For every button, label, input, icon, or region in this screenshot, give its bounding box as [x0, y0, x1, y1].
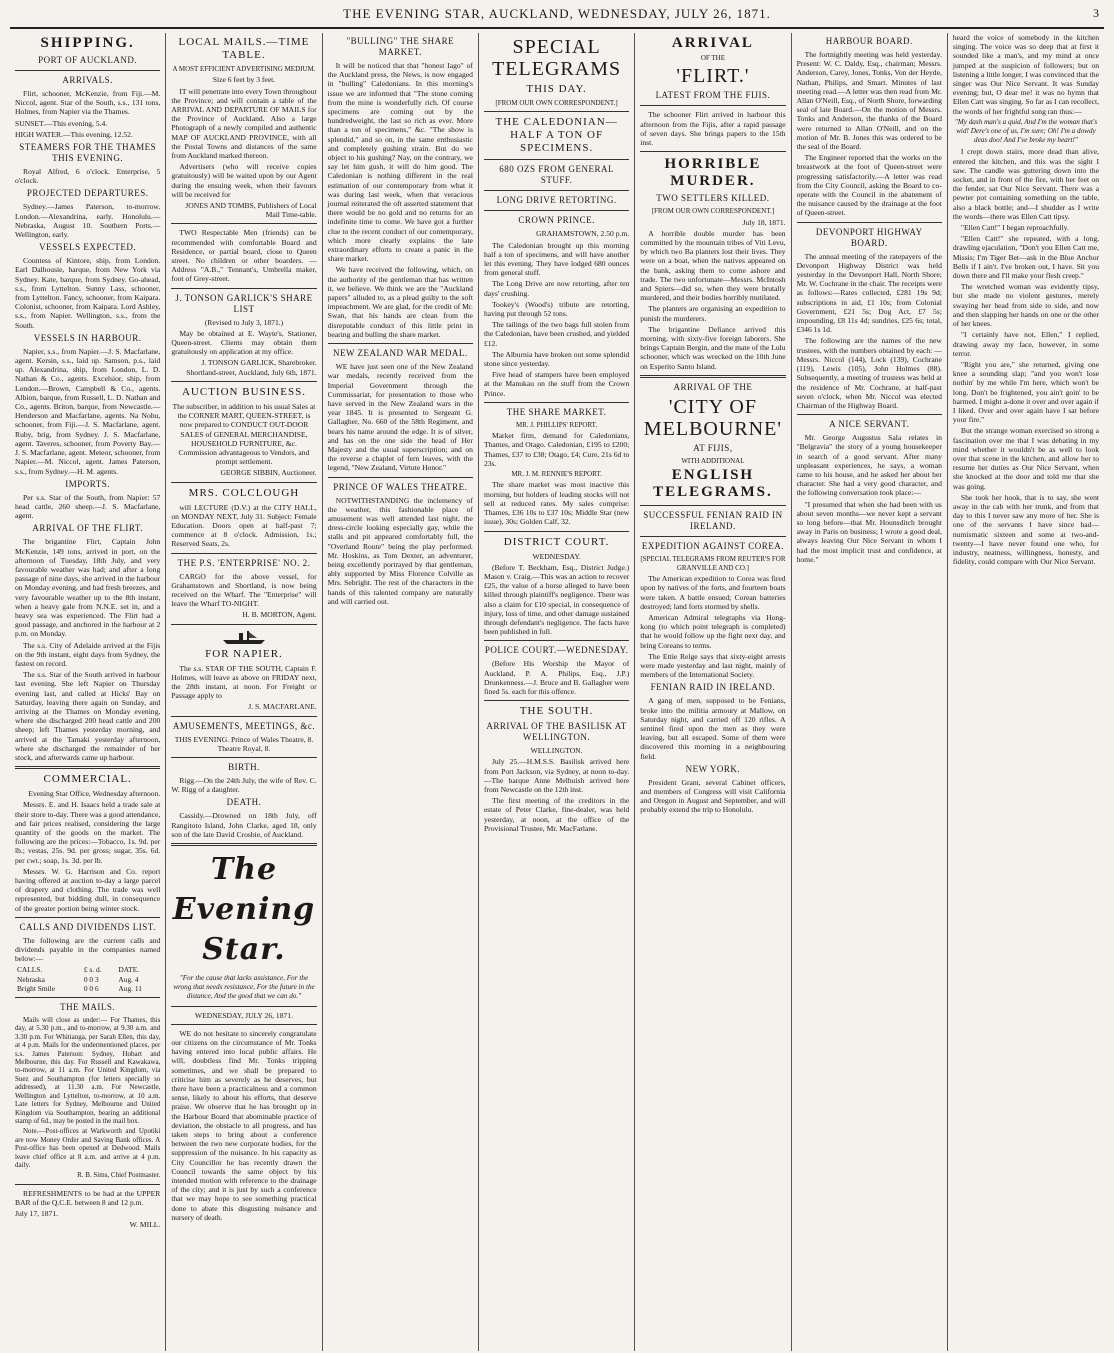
- birth-text: Rigg.—On the 24th July, the wife of Rev. C. W. Rigg of a daughter.: [171, 775, 317, 795]
- calls-col-amount: £ s. d.: [83, 965, 102, 975]
- murder-sub: TWO SETTLERS KILLED.: [656, 193, 770, 204]
- mails-text: Mails will close as under:— For Thames, this day, at 5.30 p.m., and to-morrow, at 9.30 a.m. and 3.30 p.m. For Whitianga, per Sarah Ellen, this day, at 4 p.m. Mails for the undermentioned places, per s.s. James Paterson: Sydney, Hobart and Melbourne, this day. For Russell and Kawakawa, to-morrow, at 11 a.m. For United Kingdom, via Suez and Southampton (for letters specially so addressed), at 11.30 a.m. For Newcastle, Wellington and Lyttelton, to-morrow, at 10 a.m. Late letters for Sydney, Melbourne and United Kingdom via Southampton, bearing an additional stamp of 6d., may be posted in the mail box.: [15, 1016, 161, 1125]
- telegram-text-4: The tailings of the two bags full stolen from the Caledonian, have been crushed, and yielded £12.: [483, 320, 630, 348]
- calls-cell: Bright Smile: [17, 983, 55, 993]
- new-york-text: President Grant, several Cabinet officers, and members of Congress will visit California and Oregon in August and September, and will probably extend the trip to Honolulu.: [640, 777, 786, 815]
- enterprise-text: CARGO for the above vessel, for Grahamstown and Shortland, is now being received on the Wharf. The "Enterprise" will leave the Wharf TO-NIGHT.: [171, 571, 317, 609]
- police-court-heading: POLICE COURT.—WEDNESDAY.: [484, 645, 629, 656]
- commercial-text-2: Messrs. W. G. Harrison and Co. report having offered at auction to-day a large parcel of drapery and clothing. The trade was well represented, but bidding dull, in consequence of the greater portion being winter stock.: [15, 866, 161, 913]
- city-at: AT FIJIS,: [693, 442, 733, 453]
- garlick-sub: (Revised to July 3, 1871.): [204, 317, 284, 327]
- arrival-text: The schooner Flirt arrived in harbour this afternoon from the Fijis, after a rapid passage of seven days. She brings papers to the 15th inst.: [640, 110, 786, 148]
- city-arrival-heading: ARRIVAL OF THE: [673, 381, 753, 392]
- murder-text-2: The planters are organising an expedition to punish the murderers.: [640, 304, 786, 323]
- story-text-4: "Ellen Catt!" she repeated, with a long, drawling ejaculation, "Don't you Ellen Catt me, Missis; I'm Tiger Bet—ask in the Blue Anchor Bells if I ain't. I've broken out, I have. Sit you down there and I'll make your flesh creep.": [952, 234, 1100, 281]
- motto-verse: "For the cause that lacks assistance, For the wrong that needs resistance, For the future in the distance, And the good that we can do.": [173, 973, 315, 1001]
- english-telegrams-heading: ENGLISH TELEGRAMS.: [653, 467, 773, 501]
- death-heading: DEATH.: [226, 797, 262, 808]
- napier-heading: FOR NAPIER.: [205, 647, 283, 660]
- mails-heading: THE MAILS.: [60, 1002, 116, 1013]
- garlick-text: May be obtained at E. Wayte's, Stationer, Queen-street. Clients may obtain them gratuitously on application at my office.: [171, 328, 317, 357]
- devonport-text: The annual meeting of the ratepayers of the Devonport Highway District was held yesterday in the Devonport Hall, North Shore; Mr. W. Cochrane in the chair. The receipts were as follows:—Rates collected, £281 19s 9d; subscriptions in aid, £1 10s; from Colonial Government, £21 5s; Dog Act, £7 5s; impounding, £8 11s 4d; sundries, £25 6s; total, £346 1s 1d.: [796, 251, 942, 335]
- telegram-text-2: The Long Drive are now retorting, after ten days' crushing.: [483, 279, 630, 298]
- english-text-2: American Admiral telegraphs via Hong-kong (to which point telegraph is completed) that he would follow up the fight next day, and bring Coreans to terms.: [640, 612, 786, 650]
- auction-text: The subscriber, in addition to his usual Sales at the CORNER MART, QUEEN-STREET, is now prepared to CONDUCT OUT-DOOR SALES of GENERAL MERCHANDISE, HOUSEHOLD FURNITURE, &c. Commission advantageous to Vendors, and prompt settlement.: [172, 401, 316, 467]
- columns: [10, 33, 1104, 1351]
- city-with: WITH ADDITIONAL: [681, 456, 745, 465]
- nice-servant-text-2: "I presumed that when she had been with us about seven months—we never kept a servant so long before—that Mr. Hounsditch brought away in Paris on business; I wrote a good deal, always leaving Our Nice Servant in whom I had the most implicit trust and confidence, at home.": [796, 499, 942, 564]
- amusements-heading: AMUSEMENTS, MEETINGS, &c.: [172, 720, 316, 731]
- story-text-5: The wretched woman was evidently tipsy, but she made no violent gestures, merely swaying her head from side to side, and now and then slapping her hands on one or the other of her knees.: [952, 282, 1100, 329]
- table-row: [15, 984, 160, 993]
- special-sub: THIS DAY.: [526, 83, 587, 95]
- murder-from: [FROM OUR OWN CORRESPONDENT.]: [651, 207, 775, 216]
- harbour-vessels-text: Napier, s.s., from Napier.—J. S. Macfarlane, agent. Kersin, s.s., laid up. Samson, p.s., laid up. Alexandrina, ship, from London, L. D. Nathan & Co., agents. Excelsior, ship, from London.—Brown, Campbell & Co., agents. Albion, barque, from Russell, L. D. Nathan and Co., agents. Briton, barque, from Newcastle.—Henderson and Macfarlane, agents. Na Nohu, schooner, from Fiji.—J. S. Macfarlane, agent. Ruby, brig, from Sydney. J. S. Macfarlane, agent. Taveres, schooner, from Poverty Bay.—J. S. Macfarlane, agent. Meteor, schooner, from Napier.—M. Niccol, agent. James Paterson, s.s., from Sydney.—H. M. agents.: [15, 346, 161, 476]
- expected-heading: VESSELS EXPECTED.: [39, 242, 137, 253]
- nice-servant-text: Mr. George Augustus Sala relates in "Belgravia" the story of a young housekeeper in search of a good servant. After many unpleasant experiences, he says, a woman came to his house, and he asked her about her character. She had a very good character, and the following conversation took place:—: [796, 433, 942, 498]
- colclough-text: will LECTURE (D.V.) at the CITY HALL, on MONDAY NEXT, July 31. Subject: Female Education. Doors open at half-past 7; commence at 8 o'clock. Admission, 1s.; Reserved Seats, 2s.: [171, 502, 317, 549]
- paper-title: The Evening Star.: [172, 851, 316, 967]
- share-sub-2: MR. J. M. RENNIE'S REPORT.: [511, 470, 602, 479]
- napier-sign: J. S. MACFARLANE.: [248, 702, 317, 712]
- telegram-text-5: The Alburnia have broken out some splendid stone since yesterday.: [483, 349, 630, 369]
- calls-cell: Aug. 11: [118, 983, 142, 993]
- port-heading: PORT OF AUCKLAND.: [38, 55, 138, 65]
- share-sub: MR. J. PHILLIPS' REPORT.: [515, 420, 598, 429]
- story-text-9: She took her hook, that is to say, she went away in the cab with her trunk, and from that day to this I never saw any more of her. She is one of the servants I have since had—numismatic sixteen and some at two-and-twenty—I have never found one who, for industry, neatness, willingness, honesty, and fidelity, could compare with Our Nice Servant.: [952, 492, 1100, 567]
- auction-sign: GEORGE SIBBIN, Auctioneer.: [220, 468, 317, 478]
- share-text-2: The share market was most inactive this morning, but holders of leading stocks will not sell at reduced rates. My sales comprise: Thames, £36 10s to £37 10s; Middle Star (new issue), 30s; Golden Calf, 32.: [483, 480, 630, 527]
- flirt-text-3: The s.s. Star of the South arrived in harbour last evening. She left Napier on Thursday evening last, and called at Hicks' Bay on Saturday, leaving there again on Sunday, and arriving at the Thames on Monday evening, where she discharged 200 head cattle and 200 sheep; left Thames yesterday morning, and arrived at the Tamaki yesterday afternoon, where she discharged the remainder of her stock, and afterwards came up harbour.: [15, 670, 161, 762]
- district-court-heading: DISTRICT COURT.: [503, 535, 610, 548]
- projected-heading: PROJECTED DEPARTURES.: [26, 188, 149, 199]
- highwater-text: HIGH WATER.—This evening, 12.52.: [15, 129, 133, 139]
- mails-ad-sub: A MOST EFFICIENT ADVERTISING MEDIUM.: [172, 65, 316, 73]
- story-text-3: "Ellen Catt!" I began reproachfully.: [960, 223, 1069, 233]
- page-number: 3: [1093, 6, 1100, 20]
- story-text-7: "Right you are," she returned, giving one knee a sounding slap; "and you won't lose nothin' by me while I'm here, which won't be long. Don't be frightened, you ain't goin' to be harmed. I might a-done it over and over again if I liked. Over and over again have I sat before your fire.": [952, 359, 1100, 425]
- colclough-heading: MRS. COLCLOUGH: [188, 486, 300, 499]
- editorial-date: WEDNESDAY, JULY 26, 1871.: [194, 1010, 294, 1020]
- arrival-of: OF THE: [700, 54, 725, 62]
- sunset-text: SUNSET.—This evening, 5.4.: [15, 118, 108, 128]
- city-name: 'CITY OF MELBOURNE': [643, 395, 782, 440]
- corea-heading: EXPEDITION AGAINST COREA.: [641, 541, 784, 552]
- harbour-board-text: The fortnightly meeting was held yesterday. Present: W. C. Daldy, Esq., chairman; Messrs. Anderson, Carey, Jones, Tonks, Von der Heyde, Nathan, Philips, and Smart. Minutes of last meeting read.—A letter was then read from Mr. Allan O'Neill, Esq., of North Shore, forwarding seal of late Board.—On the motion of Messrs. Tonks and Anderson, the thanks of the Board were returned to Allan O'Neill, and on the motion of Mr. B. Jones this was ordered to be the seal of the Board.: [796, 50, 942, 152]
- table-row: [15, 975, 160, 984]
- flirt-heading: ARRIVAL OF THE FLIRT.: [32, 523, 143, 534]
- calls-table: [15, 965, 160, 993]
- column-telegrams: [479, 33, 635, 1351]
- murder-heading: HORRIBLE MURDER.: [664, 156, 762, 190]
- telegram-text-6: Five head of stampers have been employed at the Manukau on the stuff from the Crown Prince.: [483, 370, 630, 398]
- column-local-boards: [792, 33, 948, 1351]
- calls-text: The following are the current calls and dividends payable in the companies named below:—: [15, 935, 161, 964]
- garlick-sign: J. TONSON GARLICK, Sharebroker. Shortland-street, Auckland, July 6th, 1871.: [186, 358, 317, 377]
- steamers-heading: STEAMERS FOR THE THAMES THIS EVENING.: [19, 142, 157, 164]
- fenian-text: A gang of men, supposed to be Fenians, broke into the militia armoury at Mallow, on Saturday night, and carried off 120 rifles. A sentinel fired upon the men as they were leaving, but all escaped. Some of them were discovered this morning in a neighbouring field.: [640, 696, 786, 761]
- calls-cell: 0 0 3: [83, 974, 99, 984]
- mails-ad-size: Size 6 feet by 3 feet.: [212, 75, 276, 85]
- english-text-3: The Ettie Relge says that sixty-eight arrests were made yesterday and last night, mainly of members of the International Society.: [640, 651, 786, 680]
- refresh-sign: W. MILL.: [129, 1220, 161, 1230]
- war-medal-text: WE have just seen one of the New Zealand war medals, recently received from the Imperial Government through the Commissariat, for presentation to those who have served in the New Zealand wars in the year 1845. It is presented to Sergeant G. Gallagher, No. 660 of the 58th Regiment, and bears his name around the edge. It is of silver, and has on the one side the head of Her Majesty and the usual superscription; and on the reverse a chaplet of fern leaves, with the legend, "New Zealand, Virtute Honor.": [327, 362, 473, 473]
- auction-heading: AUCTION BUSINESS.: [181, 385, 306, 398]
- district-text: (Before T. Beckham, Esq., District Judge.) Mason v. Craig.—This was an action to recover £25, the value of a horse alleged to have been killed through plaintiff's negligence. There was also a claim for £10 special, in consequence of injury, loss of time, and other damage sustained through defendant's negligence. The facts have been published in full.: [483, 562, 630, 637]
- refresh-text: REFRESHMENTS to be had at the UPPER BAR of the Q.C.E. between 8 and 12 p.m.: [15, 1188, 161, 1207]
- bulling-text: It will be noticed that that "honest Iago" of the Auckland press, the News, is now engaged in "bulling" Caledonians. In this morning's issue we are informed that "The stone coming from the mine is wonderfully rich. Of course specimens are coming out by the hundredweight, the last so rich as ever. More than a ton of specimens," &c. "The show is splendid," and so on, in the same enthusiastic and completely gushing strain. But do we object to his gushing? Nay, on the contrary, we say let him gush, it will do him good. The Caledonian is nothing different in the real estimation of our contemporary from what it was during last week, when that veracious journal reiterated the oft asserted statement that there would be no gold and no returns for an indefinite time to come. We have got a further clue to the recent conduct of our contemporary, which more clearly explains the late extraordinary efforts to create a panic in the share market.: [327, 61, 473, 264]
- commercial-office: Evening Star Office, Wednesday afternoon.: [28, 789, 161, 799]
- south-heading: THE SOUTH.: [519, 705, 594, 718]
- masthead-title: THE EVENING STAR, AUCKLAND, WEDNESDAY, JULY 26, 1871.: [343, 6, 771, 21]
- english-text: The American expedition to Corea was fired upon by natives of the forts, and fourteen boats were taken. A battle ensued; Corean batteries destroyed; land forts stormed by shells.: [640, 574, 786, 611]
- basilisk-heading: ARRIVAL OF THE BASILISK AT WELLINGTON.: [486, 721, 627, 743]
- calls-col-date: DATE.: [118, 965, 140, 975]
- district-sub: WEDNESDAY.: [532, 551, 581, 561]
- special-from: [FROM OUR OWN CORRESPONDENT.]: [495, 99, 618, 107]
- mails-ad-text: IT will penetrate into every Town throughout the Province; and will contain a table of the ARRIVAL AND DEPARTURE OF MAILS for the Province of Auckland. Also a large Photograph of a newly compiled and authentic MAP OF AUCKLAND PROVINCE, with all the Postal Towns and distances of the same from Auckland marked thereon.: [171, 86, 317, 161]
- napier-text: The s.s. STAR OF THE SOUTH, Captain F. Holmes, will leave as above on FRIDAY next, the 28th instant, at noon. For Freight or Passage apply to: [171, 663, 317, 701]
- mails-sign: R. B. Sims, Chief Postmaster.: [77, 1171, 161, 1180]
- share-text: Market firm, demand for Caledonians, Thames, and Otago. Caledonian, £195 to £200; Thames, £37 to £38; Otago, £4; Cure, 21s 6d to 23s.: [483, 431, 630, 468]
- steamers-text: Royal Alfred, 6 o'clock. Enterprise, 5 o'clock.: [15, 167, 161, 186]
- wellington-dateline: WELLINGTON.: [530, 746, 583, 756]
- harbour-board-text-2: The Engineer reported that the works on the breastwork at the foot of Queen-street were progressing satisfactorily.—A letter was read from the City Council, asking the Board to co-operate with the Council in the abatement of the nuisance caused by the drainage at the foot of Queen-street.: [796, 153, 942, 218]
- nice-servant-heading: A NICE SERVANT.: [829, 419, 910, 430]
- telegram-text: The Caledonian brought up this morning half a ton of specimens, and will have another let this evening. They have lodged 680 ounces from general stuff.: [483, 240, 630, 278]
- enterprise-sign: H. B. MORTON, Agent.: [242, 610, 317, 620]
- murder-text: A horrible double murder has been committed by the mountain tribes of Viti Levu, by which two Ba planters lost their lives. They were on a boat, when the natives appeared on the bank, asking them to come ashore and trade. The two unfortunate—Messrs. McIntosh and Spiers—did so, when they were brutally murdered, and their bodies horribly mutilated.: [640, 228, 786, 303]
- south-text-2: The first meeting of the creditors in the estate of Peter Clarke, fine-dealer, was held yesterday, at noon, at the office of the Provisional Trustee, Mr. MacFarlane.: [483, 796, 630, 833]
- editorial-text: WE do not hesitate to sincerely congratulate our citizens on the circumstance of Mr. Tonks having entered into local public affairs. He will, doubtless find Mr. Tonks tripping sometimes, and we shall be prepared to criticise him as severely as he deserves, but there have been a practicalness and a common sense, likely to about his efforts, that deserve praise. We observe that he has brought up in the Harbour Board that abominable practice of deviation, the obstacle to all progress, and has taken steps to bring about a conference between the two new corporate bodies, for the suppression of the nuisance. In his capacity as City Councillor he has recently drawn the Council towards the same object by his intended motion with reference to the drainage of the city; and it is just by such a conference that we may hope to see something practical done to abate this disgusting nuisance and nursery of death.: [171, 1028, 317, 1222]
- special-telegrams-heading: SPECIAL TELEGRAMS: [492, 36, 622, 80]
- police-text: (Before His Worship the Mayor of Auckland, P. A. Philips, Esq., J.P.) Drunkenness.—J. Bruce and B. Gallagher were fined 5s. each for this offence.: [483, 659, 630, 696]
- commercial-heading: COMMERCIAL.: [43, 773, 132, 786]
- calls-cell: Nebraska: [17, 974, 45, 984]
- story-text-8: But the strange woman exercised so strong a fascination over me that I was debating in my mind whether it wouldn't be as well to look over that scene in the kitchen, and allow her to resume her duties as Our Nice Servant, when she knocked at the door and told me that she was going.: [952, 426, 1100, 491]
- column-shipping: [10, 33, 166, 1351]
- reuters-note: [SPECIAL TELEGRAMS FROM REUTER'S FOR GRANVILLE AND CO.]: [640, 555, 786, 572]
- harbour-vessels-heading: VESSELS IN HARBOUR.: [33, 332, 142, 343]
- calls-cell: Aug. 4: [118, 974, 139, 984]
- imports-heading: IMPORTS.: [65, 478, 111, 489]
- theatre-text: NOTWITHSTANDING the inclemency of the weather, this fashionable place of amusement was well attended last night, the dress-circle looking especially gay, while the stalls and pit appeared comfortably full, the "Overland Route" being the play performed. Mr. Hoskins, as Tom Dexter, an adventurer, being excellently portrayed by that gentleman, ably supported by Miss Florence Colville as Mrs. Sebright. The rest of the characters in the hands of this talented company are naturally and will carried out.: [327, 495, 473, 606]
- latest-heading: LATEST FROM THE FIJIS.: [655, 90, 771, 101]
- flirt-text-2: The s.s. City of Adelaide arrived at the Fijis on the 9th instant, eight days from Sydney, the fastest on record.: [15, 640, 161, 668]
- projected-text: Sydney.—James Paterson, to-morrow. London.—Alexandrina, early. Honolulu.—Nebraska, August 10. Southern Ports.—Wellington, early.: [15, 202, 161, 240]
- long-drive-heading: LONG DRIVE RETORTING.: [496, 195, 617, 206]
- imports-text: Per s.s. Star of the South, from Napier: 57 head cattle, 260 sheep.—J. S. Macfarlane, agent.: [15, 492, 161, 521]
- mails-ad-sign: JONES AND TOMBS, Publishers of Local Mail Time-table.: [185, 201, 317, 220]
- caledonian-sub: 680 OZS FROM GENERAL STUFF.: [499, 164, 614, 186]
- ad-two-men: TWO Respectable Men (friends) can be recommended with comfortable Board and Residence, or partial board, close to Queen street. No children or other boarders. —Address "A.B.," Tennant's, Umbrella maker, foot of Grey-street.: [171, 228, 317, 284]
- crown-prince-heading: CROWN PRINCE.: [518, 215, 595, 226]
- arrival-heading: ARRIVAL: [671, 35, 754, 51]
- calls-cell: 0 0 6: [83, 983, 99, 993]
- theatre-heading: PRINCE OF WALES THEATRE.: [333, 481, 468, 492]
- story-text-6: "I certainly have not, Ellen," I replied, drawing away my face, however, in some terror.: [952, 330, 1100, 358]
- enterprise-heading: THE P.S. 'ENTERPRISE' NO. 2.: [177, 557, 311, 568]
- share-market-heading: THE SHARE MARKET.: [506, 406, 607, 417]
- birth-heading: BIRTH.: [228, 761, 260, 772]
- refresh-date: July 17, 1871.: [15, 1209, 59, 1219]
- commercial-text: Messrs. E. and H. Isaacs held a trade sale at their store to-day. There was a good attendance, and fair prices realised, considering the large quantity of the goods on the market. The following are the prices:—Tobacco, 1s. 9d. per lb.; vestas, 25s. 9d. per gross; sugar, 35s. 6d. per cwt.; soap, 1s. 3d. per lb.: [15, 800, 161, 865]
- masthead: [10, 6, 1104, 29]
- murder-text-3: The brigantine Defiance arrived this morning, with sixty-five foreign laborers. She brings Captain Bergin, and the mate of the Lulu schooner, which was wrecked on the 10th June on Esperito Santo Island.: [640, 324, 786, 371]
- mails-ad-text-2: Advertisers (who will receive copies gratuitously) will be waited upon by our Agent during the ensuing week, when their favours will be received for: [171, 162, 317, 199]
- flirt-name: 'FLIRT.': [676, 65, 750, 88]
- story-text: heard the voice of somebody in the kitchen singing. The voice was so deep that at first it sounded like a man's, and my mind at once jumped at the suspicion of followers; but on listening a little longer, I was convinced that the singer was Our Nice Servant. It was Sunday evening; but, O dear me! it was no hymn that Ellen Catt was singing. So far as I can recollect, the words of her frightful song ran thus:—: [952, 33, 1100, 116]
- column-advertisements: [166, 33, 322, 1351]
- song-verse: "My dash man's a quid, And I'm the woman that's wid! Dere's one of us, I'm sure; Oh! I'm a dowdy deas doo! And I've broke my heart!": [954, 117, 1098, 145]
- south-text: July 25.—H.M.S.S. Basilisk arrived here from Port Jackson, via Sydney, at noon to-day.—The barque Anne Melhuish arrived here from Newcastle on the 12th inst.: [483, 757, 630, 794]
- garlick-heading: J. TONSON GARLICK'S SHARE LIST: [175, 292, 313, 314]
- death-text: Cassidy.—Drowned on 18th July, off Rangitoto Island, John Clarke, aged 18, only son of the late David Crosbie, of Auckland.: [171, 811, 317, 839]
- mails-text-2: Note.—Post-offices at Warkworth and Upotiki are now Money Order and Saving Bank offices. A Post-office has been opened at Dedwood. Mails leave chief office at 8 a.m. and arrive at 4 p.m. daily.: [15, 1127, 161, 1169]
- calls-col-name: CALLS.: [17, 965, 43, 975]
- steamship-icon: [221, 629, 267, 645]
- column-fiji-news: [635, 33, 791, 1351]
- column-editorial: [323, 33, 479, 1351]
- devonport-text-2: The following are the names of the new trustees, with the numbers obtained by each: —Messrs. Niccol (144), Lock (139), Cochrane (119), Lewis (105), John Holmes (88). Subsequently, a meeting of trustees was held at the residence of Mr. Cochrane, at half-past seven o'clock, when Mr. Niccol was elected Chairman of the Highway Board.: [796, 336, 942, 410]
- harbour-board-heading: HARBOUR BOARD.: [825, 36, 913, 46]
- amusements-text: THIS EVENING. Prince of Wales Theatre, 8. Theatre Royal, 8.: [174, 734, 314, 753]
- fenian-raid-heading: FENIAN RAID IN IRELAND.: [650, 682, 776, 693]
- caledonian-heading: THE CALEDONIAN—HALF A TON OF SPECIMENS.: [495, 116, 618, 155]
- shipping-heading: SHIPPING.: [40, 35, 135, 51]
- flirt-text: The brigantine Flirt, Captain John McKenzie, 149 tons, arrived in port, on the afternoon of Tuesday, 18th July, and very favourable weather was had; and after a long passage of nine days, she arrived in the harbour on Monday evening, and had fresh breezes, and very favourable weather up to the 8th instant, when a heavy gale from N.N.E. set in, and a heavy sea was experienced. The Flirt had a good passage, and anchored in the harbour at 2 p.m. on Monday.: [15, 537, 161, 639]
- devonport-heading: DEVONPORT HIGHWAY BOARD.: [815, 226, 923, 248]
- bulling-heading: "BULLING" THE SHARE MARKET.: [346, 36, 455, 57]
- story-text-2: I crept down stairs, more dead than alive, entered the kitchen, and this was the sight I saw. The candle was guttering down into the socket, and in front of the fire, with her feet on the fender, sat Our Nice Servant. There was a pewter pot containing something on the table, also a black bottle; and—I shudder as I write the words—there was Ellen Catt tipsy.: [952, 147, 1100, 221]
- fenian-heading: SUCCESSFUL FENIAN RAID IN IRELAND.: [643, 510, 783, 532]
- murder-date: July 18, 1871.: [742, 217, 786, 227]
- arrivals-text: Flirt, schooner, McKenzie, from Fiji.—M. Niccol, agent. Star of the South, s.s., 131 tons, Holmes, from Napier via the Thames.: [15, 89, 161, 117]
- telegram-text-3: Tookey's (Wood's) tribute are retorting, having put through 52 tons.: [483, 299, 630, 319]
- mails-ad-heading: LOCAL MAILS.—TIME TABLE.: [178, 36, 310, 61]
- new-york-heading: NEW YORK.: [685, 763, 741, 774]
- arrivals-heading: ARRIVALS.: [62, 75, 113, 85]
- bulling-text-2: We have received the following, which, on the authority of the gentleman that has written it, we believe. We think we are the "Auckland papers" alluded to, as a plead guilty to the soft impeachment. We are glad, for the credit of Mr. Swan, that his hands are clean from the disreputable conduct of this little print in bearing and bulling the share market.: [327, 265, 473, 339]
- column-story: [948, 33, 1104, 1351]
- war-medal-heading: NEW ZEALAND WAR MEDAL.: [332, 348, 468, 359]
- dateline: GRAHAMSTOWN, 2.50 p.m.: [536, 229, 630, 239]
- expected-text: Countess of Kintore, ship, from London. Earl Dalhousie, barque, from New York via Sydney. Kate, barque, from Sydney. Go-ahead, s.s., from Lyttelton. Sunny Lass, schooner, from Lyttelton. Fancy, schooner, from Kaipara. Colonist, schooner, from Kaipara. Lord Ashley, s.s., from Napier. Wellington, s.s., from the South.: [15, 256, 161, 330]
- calls-heading: CALLS AND DIVIDENDS LIST.: [19, 921, 156, 932]
